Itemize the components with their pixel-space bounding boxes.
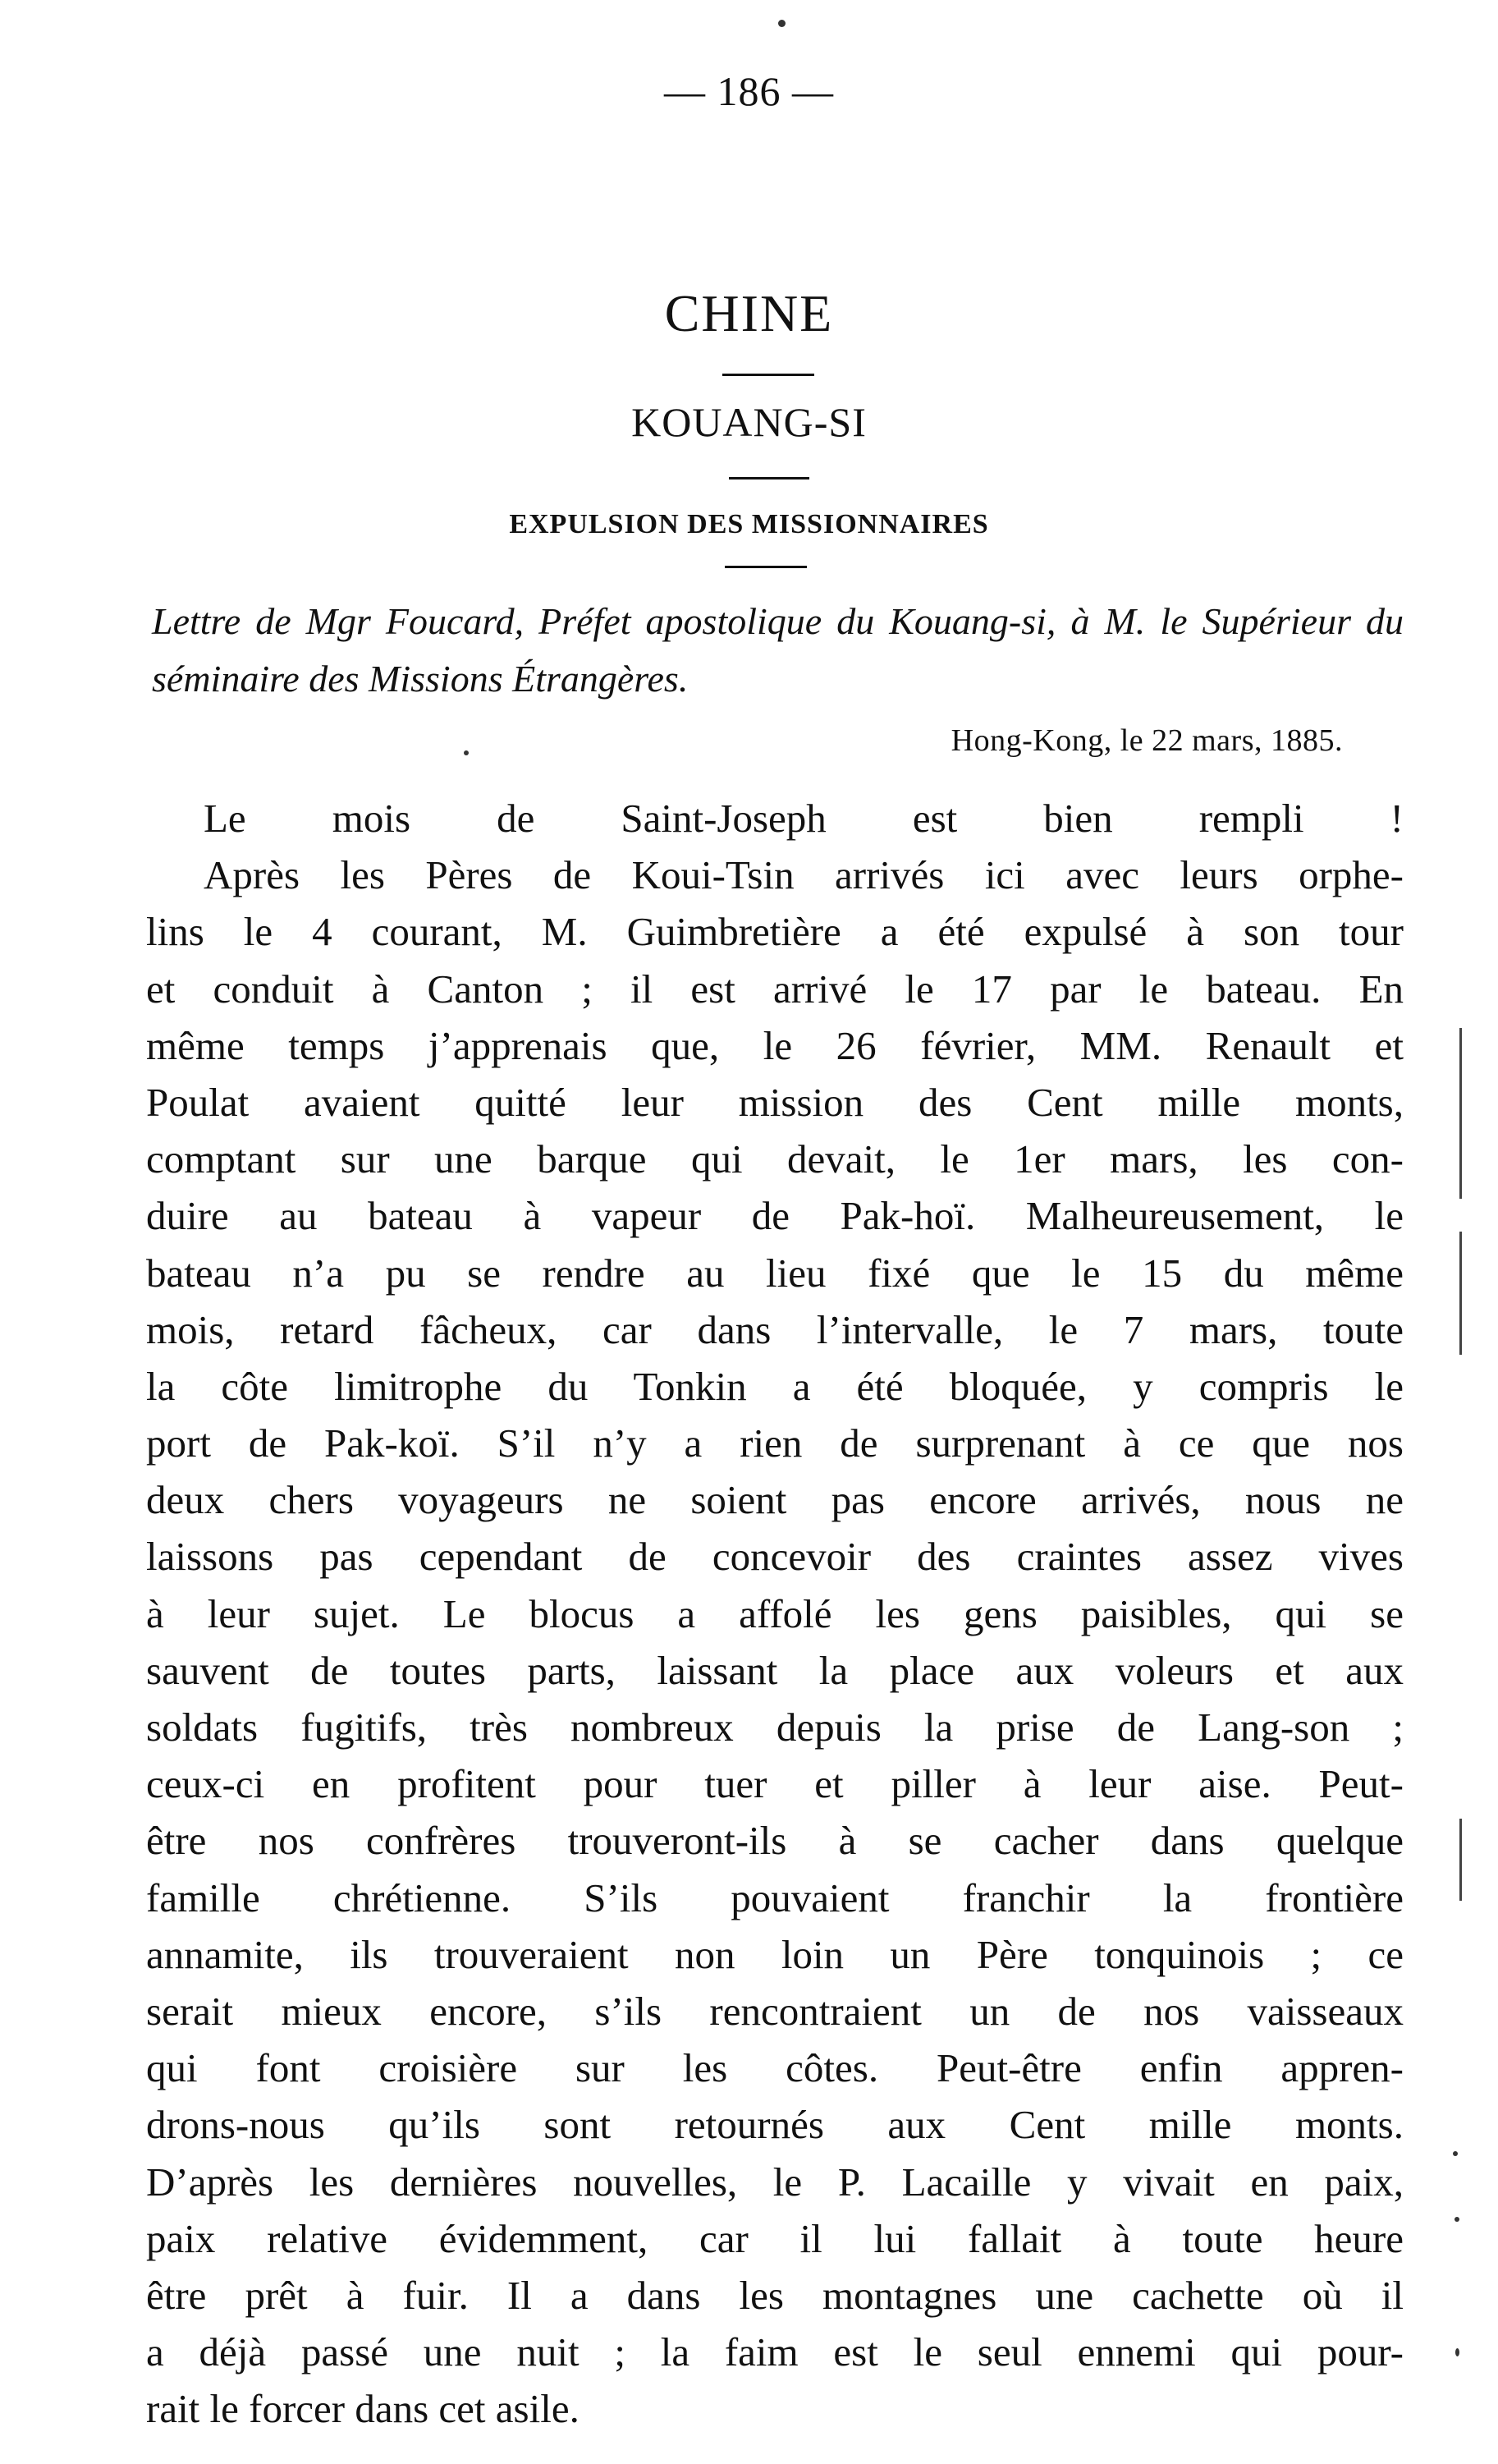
body-line: mois, retard fâcheux, car dans l’intervalle, le 7 mars, toute bbox=[146, 1306, 1404, 1352]
body-line: duire au bateau à vapeur de Pak-hoï. Malheureusement, le bbox=[146, 1193, 1404, 1239]
body-line: à leur sujet. Le blocus a affolé les gens paisibles, qui se bbox=[146, 1590, 1404, 1636]
body-line: comptant sur une barque qui devait, le 1er mars, les con- bbox=[146, 1136, 1404, 1182]
ink-speck bbox=[778, 20, 786, 27]
margin-mark bbox=[1459, 1232, 1462, 1355]
body-line: deux chers voyageurs ne soient pas encore arrivés, nous ne bbox=[146, 1477, 1404, 1523]
body-line: qui font croisière sur les côtes. Peut-être enfin appren- bbox=[146, 2045, 1404, 2091]
body-line: être prêt à fuir. Il a dans les montagnes une cachette où il bbox=[146, 2272, 1404, 2318]
body-line: rait le forcer dans cet asile. bbox=[146, 2386, 580, 2432]
body-line: Après les Pères de Koui-Tsin arrivés ici avec leurs orphe- bbox=[204, 852, 1404, 898]
region-divider bbox=[729, 477, 809, 479]
body-line: paix relative évidemment, car il lui fallait à toute heure bbox=[146, 2215, 1404, 2261]
body-line: port de Pak-koï. S’il n’y a rien de surprenant à ce que nos bbox=[146, 1420, 1404, 1466]
body-line: annamite, ils trouveraient non loin un Père tonquinois ; ce bbox=[146, 1931, 1404, 1977]
section-heading: EXPULSION DES MISSIONNAIRES bbox=[509, 509, 989, 539]
margin-mark bbox=[1459, 1819, 1462, 1901]
body-line: laissons pas cependant de concevoir des craintes assez vives bbox=[146, 1534, 1404, 1580]
body-line: a déjà passé une nuit ; la faim est le seul ennemi qui pour- bbox=[146, 2329, 1404, 2375]
body-line: être nos confrères trouveront-ils à se cacher dans quelque bbox=[146, 1818, 1404, 1864]
body-line: soldats fugitifs, très nombreux depuis la prise de Lang-son ; bbox=[146, 1705, 1404, 1750]
body-line: serait mieux encore, s’ils rencontraient un de nos vaisseaux bbox=[146, 1988, 1404, 2034]
body-line: Poulat avaient quitté leur mission des Cent mille monts, bbox=[146, 1079, 1404, 1125]
body-line: famille chrétienne. S’ils pouvaient franchir la frontière bbox=[146, 1874, 1404, 1920]
letter-body bbox=[146, 790, 1404, 2437]
chapter-title: CHINE bbox=[664, 284, 834, 342]
body-line: drons-nous qu’ils sont retournés aux Cent mille monts. bbox=[146, 2102, 1404, 2148]
body-line: ceux-ci en profitent pour tuer et piller à leur aise. Peut- bbox=[146, 1761, 1404, 1807]
body-line: lins le 4 courant, M. Guimbretière a été expulsé à son tour bbox=[146, 909, 1404, 955]
margin-mark bbox=[1459, 1028, 1462, 1199]
body-line: bateau n’a pu se rendre au lieu fixé que le 15 du même bbox=[146, 1250, 1404, 1296]
letter-dateline: Hong-Kong, le 22 mars, 1885. bbox=[951, 723, 1343, 758]
body-line: Le mois de Saint-Joseph est bien rempli ! bbox=[204, 796, 1404, 841]
section-divider bbox=[725, 566, 807, 568]
body-line: et conduit à Canton ; il est arrivé le 17 par le bateau. En bbox=[146, 966, 1404, 1012]
title-divider bbox=[722, 374, 814, 376]
ink-speck bbox=[1454, 2217, 1459, 2222]
region-heading: KOUANG-SI bbox=[631, 399, 867, 445]
ink-speck bbox=[1453, 2151, 1458, 2156]
body-line: la côte limitrophe du Tonkin a été bloquée, y compris le bbox=[146, 1363, 1404, 1409]
body-line: sauvent de toutes parts, laissant la place aux voleurs et aux bbox=[146, 1647, 1404, 1693]
letter-intro: Lettre de Mgr Foucard, Préfet apostolique du Kouang-si, à M. le Supérieur du séminaire des Missions Étrangères. bbox=[152, 600, 1404, 700]
page-number: — 186 — bbox=[664, 68, 834, 114]
body-line: même temps j’apprenais que, le 26 février, MM. Renault et bbox=[146, 1022, 1404, 1068]
ink-speck bbox=[1455, 2348, 1459, 2356]
body-line: D’après les dernières nouvelles, le P. Lacaille y vivait en paix, bbox=[146, 2159, 1404, 2205]
ink-speck bbox=[464, 750, 469, 755]
